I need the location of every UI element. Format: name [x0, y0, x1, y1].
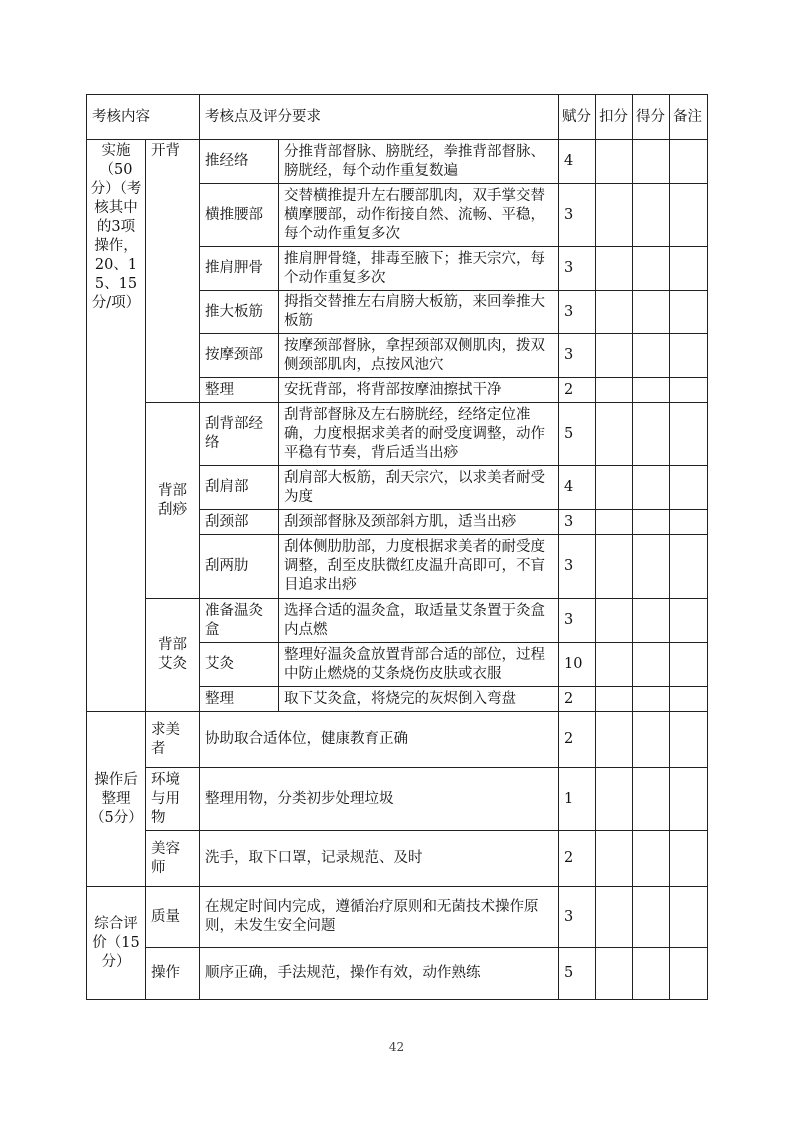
item-score: 3 [559, 510, 596, 535]
obtained-cell[interactable] [633, 535, 670, 599]
item-name: 推大板筋 [200, 291, 279, 334]
obtained-cell[interactable] [633, 510, 670, 535]
item-requirement: 刮体侧肋肋部，力度根据求美者的耐受度调整，刮至皮肤微红皮温升高即可，不盲目追求出痧 [279, 535, 559, 599]
item-requirement: 刮肩部大板筋，刮天宗穴，以求美者耐受为度 [279, 466, 559, 510]
section-label-overall: 综合评价（15分） [87, 887, 146, 1000]
obtained-cell[interactable] [633, 599, 670, 643]
item-score: 3 [559, 334, 596, 378]
remarks-cell[interactable] [670, 948, 708, 1000]
obtained-cell[interactable] [633, 948, 670, 1000]
obtained-cell[interactable] [633, 687, 670, 712]
item-requirement: 按摩颈部督脉，拿捏颈部双侧肌肉，拨双侧颈部肌肉，点按风池穴 [279, 334, 559, 378]
obtained-cell[interactable] [633, 831, 670, 887]
item-name: 刮颈部 [200, 510, 279, 535]
obtained-cell[interactable] [633, 334, 670, 378]
item-requirement: 在规定时间内完成，遵循治疗原则和无菌技术操作原则，未发生安全问题 [200, 887, 559, 948]
item-score: 3 [559, 291, 596, 334]
deducted-cell[interactable] [596, 831, 633, 887]
deducted-cell[interactable] [596, 643, 633, 687]
item-score: 2 [559, 831, 596, 887]
header-content: 考核内容 [87, 95, 200, 140]
deducted-cell[interactable] [596, 378, 633, 403]
section-label-post-operation: 操作后整理（5分） [87, 712, 146, 887]
obtained-cell[interactable] [633, 887, 670, 948]
remarks-cell[interactable] [670, 831, 708, 887]
item-requirement: 刮背部督脉及左右膀胱经，经络定位准确，力度根据求美者的耐受度调整，动作平稳有节奏，背后适当出痧 [279, 403, 559, 466]
item-requirement: 分推背部督脉、膀胱经，拳推背部督脉、膀胱经，每个动作重复数遍 [279, 140, 559, 184]
page-number: 42 [388, 1040, 405, 1054]
item-score: 3 [559, 887, 596, 948]
item-name: 横推腰部 [200, 184, 279, 247]
table-row [87, 768, 708, 831]
item-name: 求美者 [146, 712, 200, 768]
section-label-implementation: 实施（50分）（考核其中的3项操作，20、15、15分/项） [87, 140, 146, 712]
remarks-cell[interactable] [670, 535, 708, 599]
remarks-cell[interactable] [670, 768, 708, 831]
item-score: 10 [559, 643, 596, 687]
item-name: 刮肩部 [200, 466, 279, 510]
item-score: 5 [559, 948, 596, 1000]
table-row [87, 140, 708, 184]
remarks-cell[interactable] [670, 403, 708, 466]
item-requirement: 整理用物，分类初步处理垃圾 [200, 768, 559, 831]
item-requirement: 顺序正确，手法规范，操作有效，动作熟练 [200, 948, 559, 1000]
header-remarks: 备注 [670, 95, 708, 140]
obtained-cell[interactable] [633, 712, 670, 768]
remarks-cell[interactable] [670, 643, 708, 687]
group-label-back-opening: 开背 [146, 140, 200, 403]
deducted-cell[interactable] [596, 948, 633, 1000]
item-score: 2 [559, 712, 596, 768]
item-requirement: 洗手，取下口罩，记录规范、及时 [200, 831, 559, 887]
item-name: 质量 [146, 887, 200, 948]
remarks-cell[interactable] [670, 247, 708, 291]
remarks-cell[interactable] [670, 599, 708, 643]
item-name: 整理 [200, 378, 279, 403]
item-name: 操作 [146, 948, 200, 1000]
item-name: 环境与用物 [146, 768, 200, 831]
deducted-cell[interactable] [596, 184, 633, 247]
item-name: 刮两肋 [200, 535, 279, 599]
item-score: 1 [559, 768, 596, 831]
item-name: 准备温灸盒 [200, 599, 279, 643]
table-row [87, 948, 708, 1000]
item-name: 按摩颈部 [200, 334, 279, 378]
remarks-cell[interactable] [670, 466, 708, 510]
header-deducted: 扣分 [596, 95, 633, 140]
table-row [87, 831, 708, 887]
item-score: 4 [559, 140, 596, 184]
remarks-cell[interactable] [670, 378, 708, 403]
remarks-cell[interactable] [670, 184, 708, 247]
table-row [87, 712, 708, 768]
deducted-cell[interactable] [596, 510, 633, 535]
item-requirement: 刮颈部督脉及颈部斜方肌，适当出痧 [279, 510, 559, 535]
deducted-cell[interactable] [596, 334, 633, 378]
item-requirement: 拇指交替推左右肩膀大板筋，来回拳推大板筋 [279, 291, 559, 334]
item-score: 2 [559, 378, 596, 403]
item-requirement: 推肩胛骨缝，排毒至腋下；推天宗穴，每个动作重复多次 [279, 247, 559, 291]
obtained-cell[interactable] [633, 403, 670, 466]
remarks-cell[interactable] [670, 291, 708, 334]
item-name: 艾灸 [200, 643, 279, 687]
item-requirement: 选择合适的温灸盒，取适量艾条置于灸盒内点燃 [279, 599, 559, 643]
obtained-cell[interactable] [633, 184, 670, 247]
item-name: 推经络 [200, 140, 279, 184]
item-requirement: 取下艾灸盒，将烧完的灰烬倒入弯盘 [279, 687, 559, 712]
table-row [87, 403, 708, 466]
item-requirement: 安抚背部，将背部按摩油擦拭干净 [279, 378, 559, 403]
item-score: 3 [559, 599, 596, 643]
item-requirement: 协助取合适体位，健康教育正确 [200, 712, 559, 768]
deducted-cell[interactable] [596, 535, 633, 599]
item-score: 5 [559, 403, 596, 466]
assessment-table [86, 94, 708, 1000]
obtained-cell[interactable] [633, 466, 670, 510]
deducted-cell[interactable] [596, 466, 633, 510]
remarks-cell[interactable] [670, 510, 708, 535]
item-requirement: 交替横推提升左右腰部肌肉，双手掌交替横摩腰部，动作衔接自然、流畅、平稳，每个动作重复多次 [279, 184, 559, 247]
obtained-cell[interactable] [633, 247, 670, 291]
deducted-cell[interactable] [596, 768, 633, 831]
deducted-cell[interactable] [596, 712, 633, 768]
header-row [87, 95, 708, 140]
item-score: 3 [559, 184, 596, 247]
item-score: 3 [559, 247, 596, 291]
item-score: 2 [559, 687, 596, 712]
header-assigned: 赋分 [559, 95, 596, 140]
item-score: 3 [559, 535, 596, 599]
item-score: 4 [559, 466, 596, 510]
deducted-cell[interactable] [596, 403, 633, 466]
item-name: 整理 [200, 687, 279, 712]
deducted-cell[interactable] [596, 247, 633, 291]
table-row [87, 599, 708, 643]
obtained-cell[interactable] [633, 378, 670, 403]
deducted-cell[interactable] [596, 599, 633, 643]
remarks-cell[interactable] [670, 887, 708, 948]
deducted-cell[interactable] [596, 887, 633, 948]
group-label-back-scraping: 背部刮痧 [146, 403, 200, 599]
obtained-cell[interactable] [633, 140, 670, 184]
obtained-cell[interactable] [633, 291, 670, 334]
item-name: 刮背部经络 [200, 403, 279, 466]
header-requirements: 考核点及评分要求 [200, 95, 559, 140]
remarks-cell[interactable] [670, 687, 708, 712]
obtained-cell[interactable] [633, 768, 670, 831]
deducted-cell[interactable] [596, 140, 633, 184]
remarks-cell[interactable] [670, 334, 708, 378]
deducted-cell[interactable] [596, 687, 633, 712]
remarks-cell[interactable] [670, 140, 708, 184]
deducted-cell[interactable] [596, 291, 633, 334]
item-name: 美容师 [146, 831, 200, 887]
remarks-cell[interactable] [670, 712, 708, 768]
item-name: 推肩胛骨 [200, 247, 279, 291]
item-requirement: 整理好温灸盒放置背部合适的部位，过程中防止燃烧的艾条烧伤皮肤或衣服 [279, 643, 559, 687]
group-label-back-moxibustion: 背部艾灸 [146, 599, 200, 712]
obtained-cell[interactable] [633, 643, 670, 687]
table-row [87, 887, 708, 948]
header-obtained: 得分 [633, 95, 670, 140]
